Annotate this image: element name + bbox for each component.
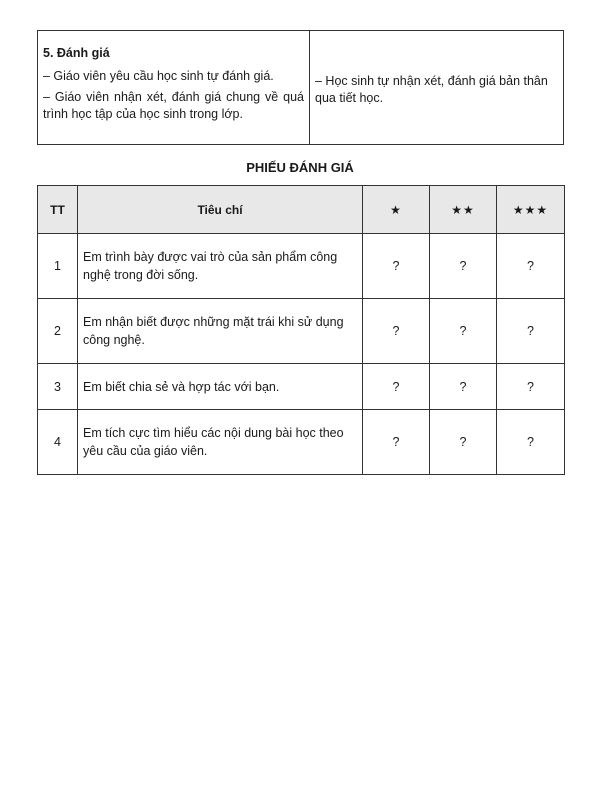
criteria-cell: Em biết chia sẻ và hợp tác với bạn. (78, 364, 363, 410)
rating-two-star[interactable]: ? (430, 299, 497, 364)
table-row (38, 299, 565, 364)
header-tt: TT (38, 186, 78, 234)
row-number: 2 (38, 299, 78, 364)
table-row (38, 364, 565, 410)
teacher-instruction: – Giáo viên yêu cầu học sinh tự đánh giá. (43, 69, 274, 83)
rating-three-star[interactable]: ? (497, 410, 565, 475)
rating-one-star[interactable]: ? (363, 234, 430, 299)
rating-three-star[interactable]: ? (497, 364, 565, 410)
rating-two-star[interactable]: ? (430, 234, 497, 299)
activity-table (37, 30, 564, 145)
rating-one-star[interactable]: ? (363, 410, 430, 475)
teacher-instruction: – Giáo viên nhận xét, đánh giá chung về quá trình học tập của học sinh trong lớp. (43, 90, 304, 121)
header-two-star: ★★ (430, 186, 497, 234)
row-number: 4 (38, 410, 78, 475)
criteria-cell: Em trình bày được vai trò của sản phẩm công nghệ trong đời sống. (78, 234, 363, 299)
rating-three-star[interactable]: ? (497, 299, 565, 364)
evaluation-table (37, 185, 565, 475)
header-criteria: Tiêu chí (78, 186, 363, 234)
rating-one-star[interactable]: ? (363, 299, 430, 364)
rating-one-star[interactable]: ? (363, 364, 430, 410)
rating-two-star[interactable]: ? (430, 410, 497, 475)
table-row (38, 234, 565, 299)
criteria-cell: Em tích cực tìm hiểu các nội dung bài học theo yêu cầu của giáo viên. (78, 410, 363, 475)
table-row (38, 410, 565, 475)
header-three-star: ★★★ (497, 186, 565, 234)
student-activity: – Học sinh tự nhận xét, đánh giá bản thân qua tiết học. (315, 74, 548, 105)
row-number: 1 (38, 234, 78, 299)
header-one-star: ★ (363, 186, 430, 234)
row-number: 3 (38, 364, 78, 410)
form-title: PHIẾU ĐÁNH GIÁ (246, 160, 354, 175)
criteria-cell: Em nhận biết được những mặt trái khi sử dụng công nghệ. (78, 299, 363, 364)
student-column (310, 31, 563, 144)
rating-three-star[interactable]: ? (497, 234, 565, 299)
section-heading: 5. Đánh giá (43, 46, 110, 60)
header-row (38, 186, 565, 234)
teacher-column (38, 31, 310, 144)
rating-two-star[interactable]: ? (430, 364, 497, 410)
